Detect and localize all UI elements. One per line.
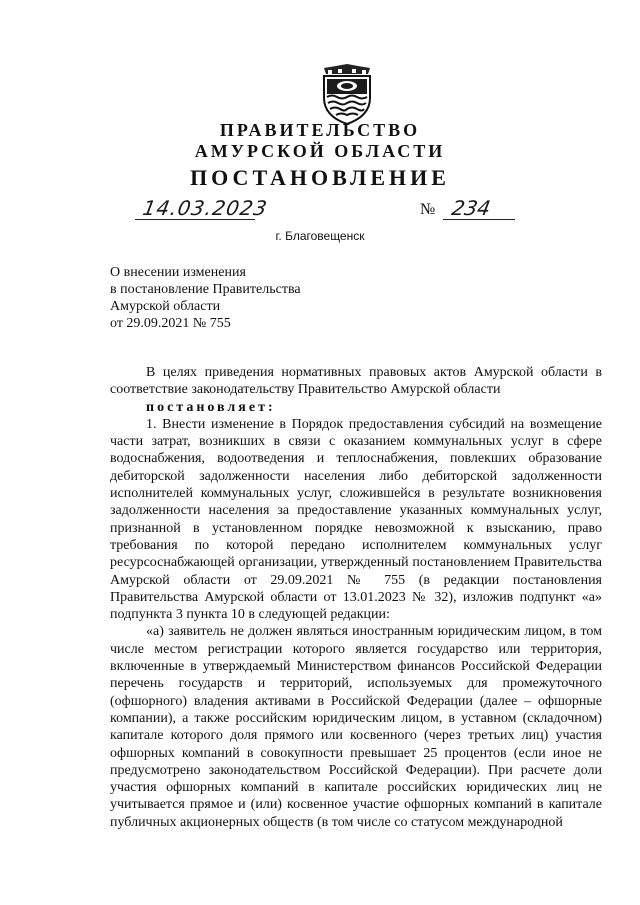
resolve-word: постановляет: [146,399,276,415]
subject-block [110,264,301,332]
document-type: ПОСТАНОВЛЕНИЕ [190,165,450,190]
subject-line: Амурской области [110,299,221,314]
number-underline [443,219,515,220]
org-name-line2: АМУРСКОЙ ОБЛАСТИ [194,141,446,161]
document-body [110,364,602,831]
handwritten-number: 234 [449,196,493,220]
subject-line: от 29.09.2021 № 755 [110,316,231,331]
date-underline [135,219,255,220]
subject-line: в постановление Правительства [110,282,301,297]
org-name-line1: ПРАВИТЕЛЬСТВО [219,120,421,140]
item-1-paragraph: 1. Внести изменение в Порядок предоставления субсидий на возмещение части затрат, возникших в связи с оказанием коммунальных услуг в сфере водоснабжения, водоотведения и теплоснабжения, повлекших образование дебиторской задолженности населения либо дебиторской задолженности исполнителей коммунальных услуг, сложившейся в результате возникновения задолженности населения за предоставление указанных коммунальных услуг, признанной в установленном порядке невозможной к взысканию, право требования по которой передано исполнителем коммунальных услуг ресурсоснабжающей организации, утвержденный постановлением Правительства Амурской области от 29.09.2021 № 755 (в редакции постановления Правительства Амурской области от 13.01.2023 № 32), изложив подпункт «а» подпункта 3 пункта 10 в следующей редакции: [110,416,602,623]
subitem-a-paragraph: «а) заявитель не должен являться иностранным юридическим лицом, в том числе местом регистрации которого является государство или территория, включенные в утверждаемый Министерством финансов Российской Федерации перечень государств и территорий, используемых для промежуточного (офшорного) владения активами в Российской Федерации (далее – офшорные компании), а также российским юридическим лицом, в уставном (складочном) капитале которого доля прямого или косвенного (через третьих лиц) участия офшорных компаний в совокупности превышает 25 процентов (если иное не предусмотрено законодательством Российской Федерации). При расчете доли участия офшорных компаний в капитале российских юридических лиц не учитывается прямое и (или) косвенное участие офшорных компаний в капитале публичных акционерных обществ (в том числе со статусом международной [110,624,602,830]
city: г. Благовещенск [275,229,365,243]
number-sign: № [420,201,436,218]
amur-region-emblem-icon [318,64,376,126]
handwritten-date: 14.03.2023 [140,196,270,220]
subject-line: О внесении изменения [110,265,246,280]
preamble-paragraph: В целях приведения нормативных правовых актов Амурской области в соответствие законодательству Правительство Амурской области [110,365,602,398]
